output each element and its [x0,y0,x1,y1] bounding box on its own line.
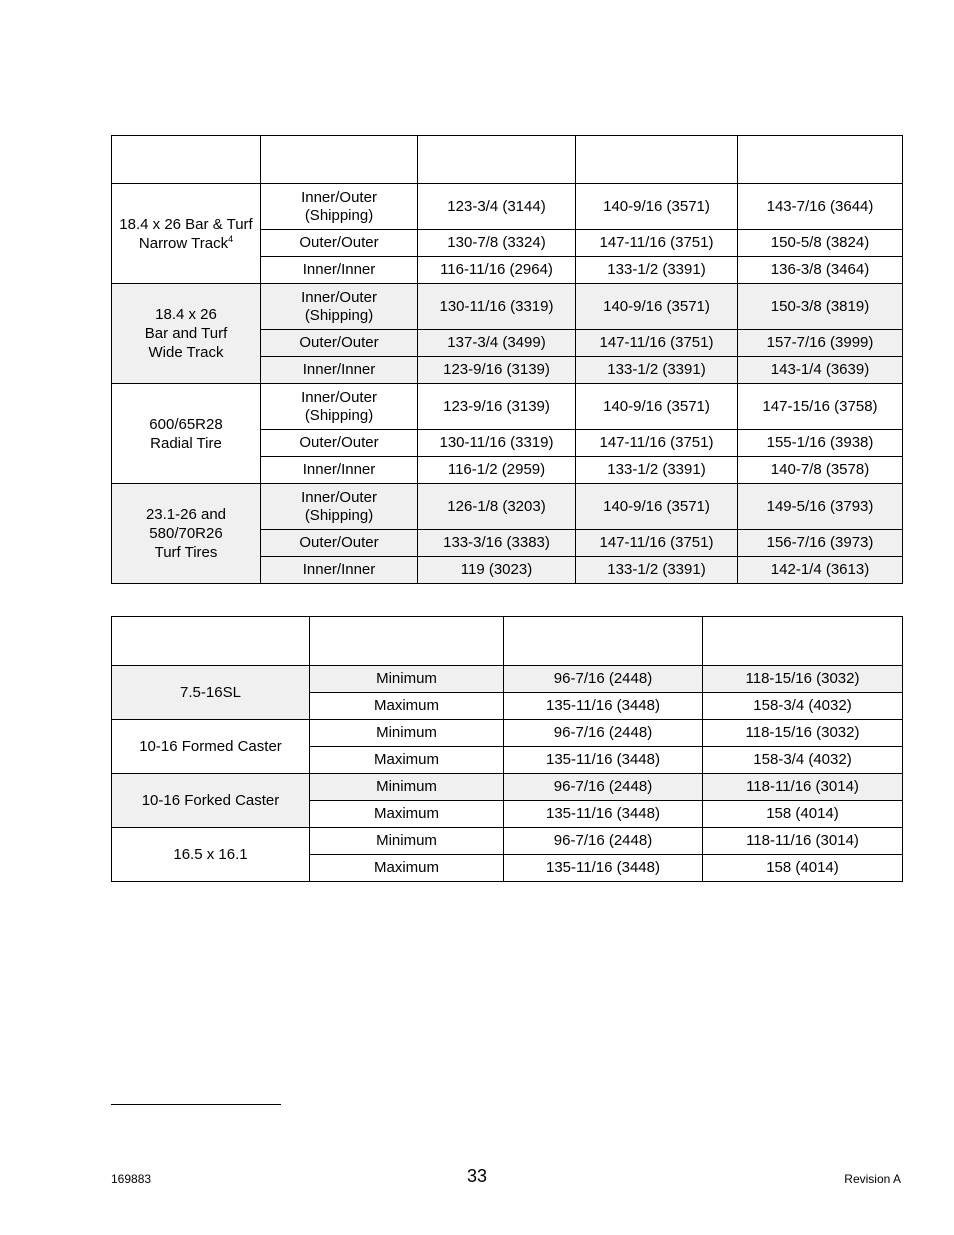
value-cell: 133-1/2 (3391) [576,357,738,384]
tread-width-table [111,135,903,584]
value-cell: 96-7/16 (2448) [504,666,703,693]
value-cell: 133-3/16 (3383) [418,530,576,557]
tire-label-line: Radial Tire [150,434,222,452]
configuration-text: Inner/Outer [301,188,377,206]
configuration-cell [261,530,418,557]
value-cell: 96-7/16 (2448) [504,774,703,801]
caster-width-table-body [112,617,903,882]
value-cell: 116-1/2 (2959) [418,457,576,484]
value-cell: 96-7/16 (2448) [504,828,703,855]
configuration-text: Outer/Outer [299,534,379,551]
value-cell: 140-9/16 (3571) [576,284,738,330]
tire-label-line: Turf Tires [154,544,218,561]
setting-cell: Minimum [310,666,504,693]
configuration-text: (Shipping) [304,306,374,324]
table-header-row [112,136,903,184]
configuration-cell [261,184,418,230]
value-cell: 140-9/16 (3571) [576,184,738,230]
value-cell: 135-11/16 (3448) [504,693,703,720]
value-cell: 155-1/16 (3938) [738,430,903,457]
value-cell: 123-9/16 (3139) [418,357,576,384]
tire-group-label [112,384,261,484]
table-row [112,484,903,530]
value-cell: 143-1/4 (3639) [738,357,903,384]
header-cell [738,136,903,184]
header-cell [418,136,576,184]
value-cell: 137-3/4 (3499) [418,330,576,357]
tire-label-line: Wide Track [148,344,224,361]
value-cell: 147-11/16 (3751) [576,430,738,457]
value-cell: 142-1/4 (3613) [738,557,903,584]
value-cell: 133-1/2 (3391) [576,557,738,584]
tire-label-line: Bar and Turf [144,325,228,342]
header-cell [576,136,738,184]
configuration-cell [261,557,418,584]
tire-label-line: 18.4 x 26 [155,306,217,323]
value-cell: 156-7/16 (3973) [738,530,903,557]
value-cell: 140-9/16 (3571) [576,484,738,530]
value-cell: 118-15/16 (3032) [703,666,903,693]
configuration-cell [261,257,418,284]
setting-cell: Maximum [310,801,504,828]
value-cell: 118-11/16 (3014) [703,774,903,801]
configuration-text: Inner/Outer [301,488,377,506]
value-cell: 133-1/2 (3391) [576,457,738,484]
configuration-cell [261,457,418,484]
table-row [112,284,903,330]
value-cell: 143-7/16 (3644) [738,184,903,230]
setting-cell: Minimum [310,720,504,747]
value-cell: 140-9/16 (3571) [576,384,738,430]
header-cell [703,617,903,666]
value-cell: 135-11/16 (3448) [504,855,703,882]
configuration-text: Outer/Outer [299,334,379,351]
value-cell: 116-11/16 (2964) [418,257,576,284]
value-cell: 147-11/16 (3751) [576,530,738,557]
configuration-text: Outer/Outer [299,434,379,451]
value-cell: 126-1/8 (3203) [418,484,576,530]
value-cell: 119 (3023) [418,557,576,584]
configuration-text: Outer/Outer [299,234,379,251]
table-row [112,720,903,747]
value-cell: 158 (4014) [703,855,903,882]
revision-label: Revision A [844,1172,901,1186]
caster-width-table [111,616,903,882]
setting-cell: Maximum [310,693,504,720]
header-cell [261,136,418,184]
footnote-ref: 4 [228,233,234,244]
footnote-rule [111,1104,281,1105]
configuration-text: Inner/Inner [302,461,376,478]
tire-label-line: 18.4 x 26 Bar & Turf [119,215,253,233]
configuration-text: Inner/Inner [302,261,376,278]
setting-cell: Maximum [310,855,504,882]
configuration-text: (Shipping) [304,406,374,424]
value-cell: 123-9/16 (3139) [418,384,576,430]
value-cell: 136-3/8 (3464) [738,257,903,284]
table-row [112,666,903,693]
value-cell: 118-15/16 (3032) [703,720,903,747]
tread-width-table-body [112,136,903,584]
header-cell [310,617,504,666]
configuration-cell [261,357,418,384]
value-cell: 147-11/16 (3751) [576,330,738,357]
value-cell: 157-7/16 (3999) [738,330,903,357]
caster-group-label: 10-16 Forked Caster [112,774,310,828]
table-row [112,774,903,801]
value-cell: 158-3/4 (4032) [703,747,903,774]
value-cell: 149-5/16 (3793) [738,484,903,530]
value-cell: 130-7/8 (3324) [418,230,576,257]
value-cell: 158-3/4 (4032) [703,693,903,720]
configuration-cell [261,384,418,430]
setting-cell: Maximum [310,747,504,774]
configuration-text: Inner/Inner [302,361,376,378]
table-row [112,184,903,230]
value-cell: 150-5/8 (3824) [738,230,903,257]
configuration-text: (Shipping) [304,506,374,524]
tire-group-label [112,184,261,284]
value-cell: 130-11/16 (3319) [418,284,576,330]
configuration-cell [261,430,418,457]
configuration-cell [261,284,418,330]
tire-group-label [112,484,261,584]
value-cell: 147-11/16 (3751) [576,230,738,257]
value-cell: 147-15/16 (3758) [738,384,903,430]
configuration-text: Inner/Outer [301,288,377,306]
table-row [112,384,903,430]
header-cell [112,136,261,184]
value-cell: 96-7/16 (2448) [504,720,703,747]
value-cell: 158 (4014) [703,801,903,828]
configuration-cell [261,230,418,257]
setting-cell: Minimum [310,774,504,801]
caster-group-label: 16.5 x 16.1 [112,828,310,882]
configuration-text: Inner/Inner [302,561,376,578]
configuration-cell [261,484,418,530]
configuration-cell [261,330,418,357]
table-header-row [112,617,903,666]
configuration-text: (Shipping) [304,206,374,224]
value-cell: 118-11/16 (3014) [703,828,903,855]
value-cell: 150-3/8 (3819) [738,284,903,330]
header-cell [504,617,703,666]
value-cell: 135-11/16 (3448) [504,747,703,774]
value-cell: 140-7/8 (3578) [738,457,903,484]
header-cell [112,617,310,666]
value-cell: 130-11/16 (3319) [418,430,576,457]
value-cell: 133-1/2 (3391) [576,257,738,284]
tire-label-line: Narrow Track [138,234,229,252]
page-number: 33 [466,1166,488,1186]
configuration-text: Inner/Outer [301,388,377,406]
caster-group-label: 7.5-16SL [112,666,310,720]
tire-label-line: 580/70R26 [149,525,223,542]
caster-group-label: 10-16 Formed Caster [112,720,310,774]
setting-cell: Minimum [310,828,504,855]
table-row [112,828,903,855]
tire-label-line: 23.1-26 and [145,506,227,523]
tire-group-label [112,284,261,384]
document-number: 169883 [111,1172,152,1186]
tire-label-line: 600/65R28 [149,415,223,433]
value-cell: 135-11/16 (3448) [504,801,703,828]
value-cell: 123-3/4 (3144) [418,184,576,230]
